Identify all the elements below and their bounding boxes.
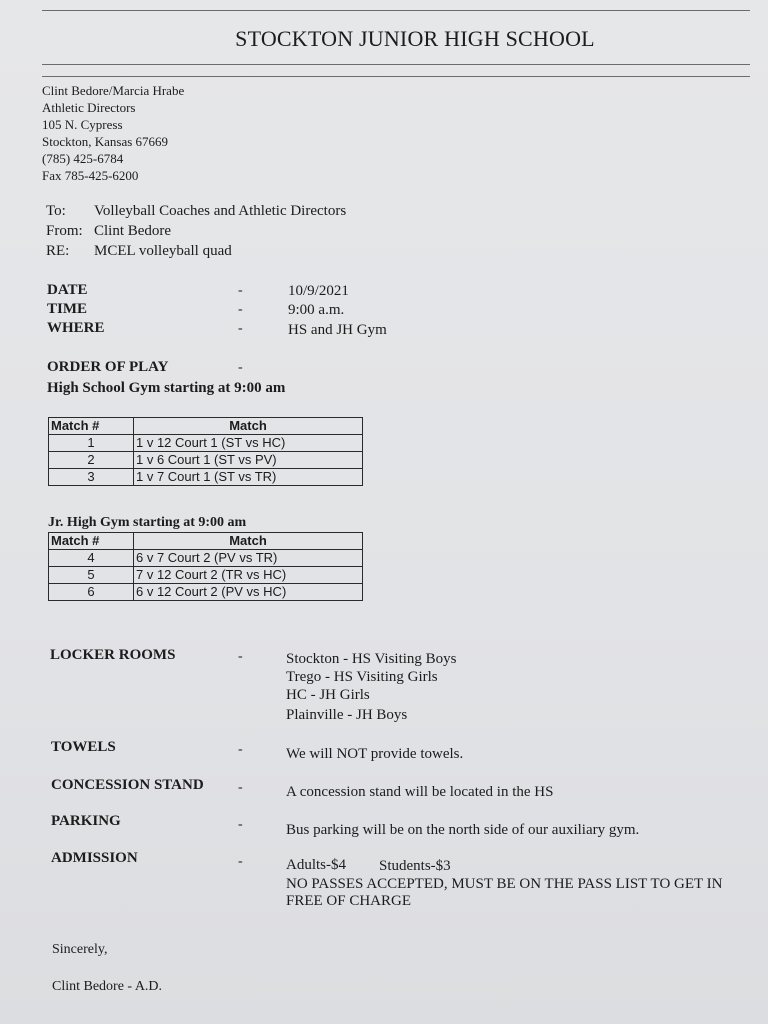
top-rule	[42, 10, 750, 11]
memo-re-value: MCEL volleyball quad	[94, 243, 232, 259]
date-label: DATE	[47, 282, 88, 298]
match-description: 1 v 12 Court 1 (ST vs HC)	[134, 435, 363, 452]
table-row	[49, 452, 363, 469]
locker-room-item: Stockton - HS Visiting Boys	[286, 651, 457, 667]
signature: Clint Bedore - A.D.	[52, 979, 163, 994]
jh-schedule-table	[48, 532, 363, 601]
memo-re-label: RE:	[46, 243, 70, 259]
match-number: 3	[49, 469, 134, 486]
locker-rooms-label: LOCKER ROOMS	[50, 647, 176, 663]
match-number: 5	[49, 567, 134, 584]
table-header-row	[49, 533, 363, 550]
table-row	[49, 469, 363, 486]
locker-room-item: HC - JH Girls	[286, 687, 370, 703]
where-value: HS and JH Gym	[288, 322, 387, 338]
address-line: (785) 425-6784	[42, 151, 124, 166]
address-line: 105 N. Cypress	[42, 117, 123, 132]
admission-adults: Adults-$4	[286, 857, 346, 873]
match-description: 7 v 12 Court 2 (TR vs HC)	[134, 567, 363, 584]
time-dash: -	[238, 302, 243, 317]
match-number: 2	[49, 452, 134, 469]
admission-students: Students-$3	[379, 858, 451, 874]
table-row	[49, 550, 363, 567]
admission-dash: -	[238, 854, 243, 869]
header-rule-upper	[42, 64, 750, 65]
memo-from-label: From:	[46, 223, 83, 239]
col-match: Match	[134, 533, 363, 550]
time-value: 9:00 a.m.	[288, 302, 345, 318]
match-description: 6 v 12 Court 2 (PV vs HC)	[134, 584, 363, 601]
locker-rooms-dash: -	[238, 649, 243, 664]
header-rule-lower	[42, 76, 750, 77]
order-of-play-dash: -	[238, 360, 243, 375]
parking-dash: -	[238, 817, 243, 832]
address-line: Stockton, Kansas 67669	[42, 134, 169, 149]
table-header-row	[49, 418, 363, 435]
closing-salutation: Sincerely,	[52, 942, 108, 957]
where-label: WHERE	[47, 320, 105, 336]
match-description: 6 v 7 Court 2 (PV vs TR)	[134, 550, 363, 567]
concession-label: CONCESSION STAND	[51, 777, 204, 793]
date-value: 10/9/2021	[288, 283, 349, 299]
admission-note-line2: FREE OF CHARGE	[286, 893, 412, 909]
towels-value: We will NOT provide towels.	[286, 746, 464, 762]
col-match-number: Match #	[49, 533, 134, 550]
admission-label: ADMISSION	[51, 850, 138, 866]
order-of-play-label: ORDER OF PLAY	[47, 359, 169, 375]
match-description: 1 v 7 Court 1 (ST vs TR)	[134, 469, 363, 486]
match-number: 4	[49, 550, 134, 567]
col-match-number: Match #	[49, 418, 134, 435]
hs-schedule-table	[48, 417, 363, 486]
memo-from-value: Clint Bedore	[94, 223, 172, 239]
parking-value: Bus parking will be on the north side of our auxiliary gym.	[286, 822, 640, 838]
concession-dash: -	[238, 780, 243, 795]
admission-note-line1: NO PASSES ACCEPTED, MUST BE ON THE PASS LIST TO GET IN	[286, 876, 723, 892]
table-row	[49, 567, 363, 584]
match-number: 6	[49, 584, 134, 601]
concession-value: A concession stand will be located in the HS	[286, 784, 554, 800]
towels-label: TOWELS	[51, 739, 116, 755]
match-number: 1	[49, 435, 134, 452]
address-line: Athletic Directors	[42, 100, 136, 115]
match-description: 1 v 6 Court 1 (ST vs PV)	[134, 452, 363, 469]
memo-to-label: To:	[46, 203, 66, 219]
parking-label: PARKING	[51, 813, 121, 829]
locker-room-item: Plainville - JH Boys	[286, 707, 408, 723]
school-title: STOCKTON JUNIOR HIGH SCHOOL	[235, 26, 595, 51]
memo-to-value: Volleyball Coaches and Athletic Directors	[94, 203, 347, 219]
address-line: Fax 785-425-6200	[42, 168, 139, 183]
locker-room-item: Trego - HS Visiting Girls	[286, 669, 438, 685]
date-dash: -	[238, 283, 243, 298]
col-match: Match	[134, 418, 363, 435]
towels-dash: -	[238, 742, 243, 757]
table-row	[49, 435, 363, 452]
time-label: TIME	[47, 301, 88, 317]
address-line: Clint Bedore/Marcia Hrabe	[42, 83, 185, 98]
jh-gym-heading: Jr. High Gym starting at 9:00 am	[48, 515, 247, 530]
table-row	[49, 584, 363, 601]
hs-gym-heading: High School Gym starting at 9:00 am	[47, 380, 286, 396]
where-dash: -	[238, 321, 243, 336]
